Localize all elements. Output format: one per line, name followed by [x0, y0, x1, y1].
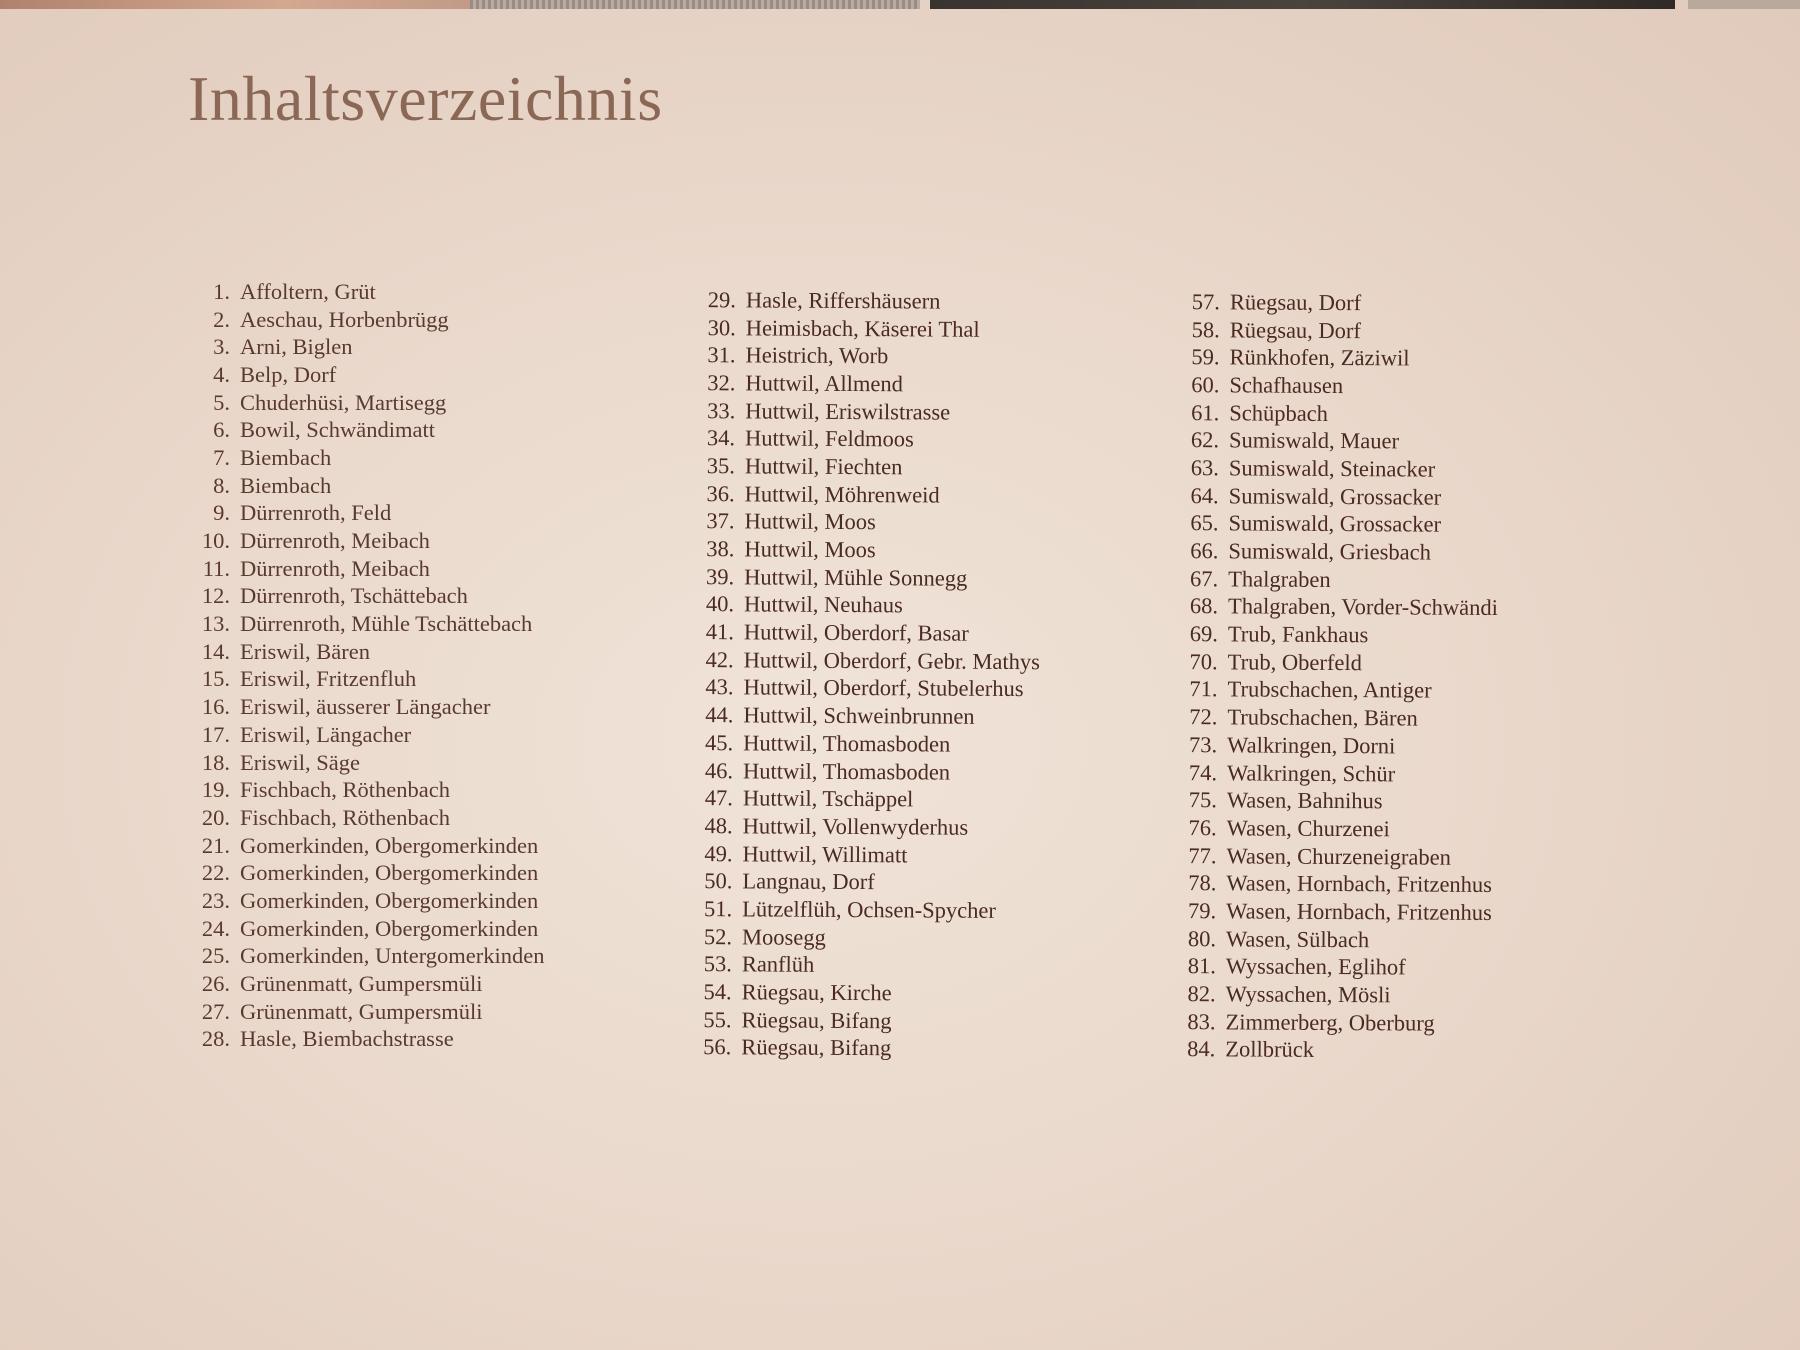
toc-entry-number: 81. — [1187, 953, 1216, 979]
toc-entry — [687, 341, 1041, 371]
toc-entry-title: Bowil, Schwändimatt — [240, 417, 435, 443]
toc-entry-title: Sumiswald, Grossacker — [1228, 483, 1442, 510]
toc-entry — [1172, 316, 1500, 346]
toc-entry-number: 20. — [201, 804, 230, 830]
toc-entry-number: 72. — [1189, 704, 1218, 730]
toc-entry — [1172, 288, 1500, 318]
toc-entry-number: 70. — [1189, 648, 1218, 675]
toc-entry-title: Eriswil, äusserer Längacher — [240, 694, 491, 720]
toc-entry-title: Walkringen, Dorni — [1227, 732, 1396, 759]
toc-entry-number: 83. — [1187, 1008, 1216, 1034]
toc-entry-title: Rüegsau, Dorf — [1229, 316, 1362, 343]
toc-entry-title: Dürrenroth, Meibach — [240, 528, 430, 554]
toc-entry — [186, 776, 545, 804]
toc-entry-title: Gomerkinden, Obergomerkinden — [240, 832, 539, 858]
toc-entry-title: Huttwil, Willimatt — [742, 840, 908, 867]
toc-entry-title: Eriswil, Bären — [240, 638, 370, 664]
toc-entry-number: 22. — [201, 860, 230, 886]
toc-entry — [1171, 426, 1499, 456]
toc-entry-number: 56. — [703, 1034, 732, 1060]
toc-entry-title: Wasen, Hornbach, Fritzenhus — [1226, 898, 1492, 925]
toc-entry-number: 38. — [706, 536, 735, 562]
toc-entry-number: 14. — [201, 638, 230, 664]
toc-entry-number: 60. — [1191, 372, 1220, 398]
toc-entry-title: Wasen, Hornbach, Fritzenhus — [1226, 870, 1493, 898]
toc-entry-number: 48. — [704, 813, 733, 839]
toc-entry-title: Dürrenroth, Meibach — [240, 555, 430, 581]
photo-strip-left — [0, 0, 470, 9]
toc-entry-title: Wasen, Churzeneigraben — [1226, 842, 1451, 870]
toc-entry-title: Sumiswald, Griesbach — [1228, 538, 1431, 565]
toc-entry-number: 67. — [1190, 565, 1219, 592]
toc-entry-title: Fischbach, Röthenbach — [240, 777, 450, 803]
toc-entry-title: Huttwil, Feldmoos — [744, 425, 914, 452]
toc-entry — [688, 286, 1042, 316]
toc-entry-title: Huttwil, Allmend — [745, 370, 903, 397]
toc-entry-number: 11. — [202, 555, 230, 581]
toc-entry — [1169, 814, 1497, 844]
toc-entry-number: 84. — [1187, 1036, 1216, 1062]
toc-entry-number: 23. — [201, 887, 230, 913]
toc-entry-title: Gomerkinden, Untergomerkinden — [240, 943, 545, 969]
toc-entry-title: Aeschau, Horbenbrügg — [240, 306, 449, 332]
page-title: Inhaltsverzeichnis — [188, 63, 663, 134]
toc-entry — [1170, 593, 1498, 623]
toc-entry — [684, 923, 1038, 953]
toc-entry-number: 78. — [1188, 870, 1217, 896]
toc-entry-title: Ranflüh — [741, 951, 815, 978]
toc-entry-number: 65. — [1190, 510, 1219, 536]
toc-entry — [686, 591, 1040, 621]
toc-entry-number: 31. — [707, 342, 736, 368]
toc-entry-number: 1. — [213, 278, 230, 304]
toc-entry-title: Schafhausen — [1229, 372, 1344, 398]
toc-entry-number: 24. — [201, 915, 230, 941]
toc-entry — [1171, 371, 1499, 401]
photo-strip-right — [930, 0, 1675, 9]
toc-entry-number: 28. — [201, 1026, 230, 1052]
toc-entry-number: 15. — [201, 666, 230, 692]
toc-entry-title: Rüegsau, Bifang — [741, 1034, 892, 1061]
toc-entry — [684, 978, 1038, 1008]
toc-entry-number: 27. — [201, 998, 230, 1024]
toc-entry — [186, 915, 545, 943]
toc-entry-title: Lützelflüh, Ochsen-Spycher — [742, 896, 996, 923]
toc-entry-number: 45. — [705, 729, 734, 756]
toc-entry-number: 29. — [707, 286, 736, 313]
toc-entry-title: Rünkhofen, Zäziwil — [1229, 344, 1410, 371]
toc-entry-title: Huttwil, Oberdorf, Basar — [743, 619, 969, 646]
toc-entry — [186, 832, 545, 860]
toc-entry-title: Fischbach, Röthenbach — [240, 804, 450, 830]
toc-entry-number: 51. — [703, 896, 733, 922]
toc-entry-title: Grünenmatt, Gumpersmüli — [240, 971, 483, 997]
toc-entry-number: 10. — [201, 528, 230, 554]
toc-entry-number: 9. — [213, 500, 230, 526]
toc-entry-title: Belp, Dorf — [240, 361, 337, 387]
toc-entry — [1169, 676, 1497, 706]
toc-entry — [186, 306, 545, 334]
toc-entry — [186, 804, 545, 832]
toc-entry-title: Huttwil, Thomasboden — [743, 730, 951, 757]
toc-entry-title: Thalgraben, Vorder-Schwändi — [1227, 593, 1499, 621]
toc-entry-number: 54. — [703, 979, 732, 1005]
toc-entry — [1168, 952, 1496, 982]
toc-entry-number: 25. — [201, 943, 230, 969]
toc-entry-number: 75. — [1188, 787, 1217, 813]
toc-entry-number: 76. — [1188, 815, 1217, 841]
toc-entry-number: 13. — [201, 611, 230, 637]
toc-entry-title: Schüpbach — [1229, 399, 1329, 426]
toc-entry — [686, 618, 1040, 648]
toc-entry-title: Huttwil, Eriswilstrasse — [745, 397, 951, 425]
toc-entry — [687, 480, 1041, 510]
toc-entry-title: Moosegg — [741, 923, 826, 950]
toc-entry-title: Huttwil, Moos — [744, 508, 876, 535]
toc-entry-title: Huttwil, Oberdorf, Gebr. Mathys — [743, 647, 1040, 674]
toc-entry-number: 82. — [1187, 981, 1216, 1007]
toc-entry-number: 73. — [1189, 731, 1218, 758]
toc-entry — [1167, 1008, 1495, 1038]
toc-entry-title: Trub, Fankhaus — [1227, 621, 1369, 648]
toc-entry-title: Hasle, Riffershäusern — [745, 287, 941, 314]
toc-entry-number: 19. — [201, 777, 230, 803]
toc-entry — [1171, 482, 1499, 512]
toc-entry-number: 6. — [213, 417, 230, 443]
toc-entry — [186, 333, 545, 361]
toc-entry-title: Huttwil, Mühle Sonnegg — [744, 564, 968, 591]
toc-entry — [186, 416, 545, 444]
toc-entry-title: Huttwil, Neuhaus — [743, 591, 903, 618]
toc-entry-number: 58. — [1191, 316, 1220, 342]
toc-entry-title: Gomerkinden, Obergomerkinden — [240, 860, 539, 886]
toc-entry-number: 61. — [1191, 399, 1220, 425]
toc-entry-number: 3. — [213, 334, 230, 360]
toc-entry — [1170, 509, 1498, 539]
toc-entry-number: 57. — [1191, 288, 1220, 315]
toc-entry — [186, 500, 545, 528]
toc-entry — [686, 535, 1040, 565]
toc-entry-number: 18. — [201, 749, 230, 775]
toc-entry — [685, 812, 1039, 842]
toc-entry-title: Eriswil, Fritzenfluh — [240, 666, 417, 692]
toc-entry-title: Rüegsau, Dorf — [1229, 289, 1362, 315]
toc-entry — [1169, 759, 1497, 789]
toc-entry — [186, 389, 545, 417]
toc-entry-number: 4. — [213, 361, 230, 387]
toc-entry-number: 53. — [703, 951, 732, 977]
toc-entry-title: Eriswil, Längacher — [240, 721, 412, 747]
toc-entry-number: 47. — [704, 785, 733, 811]
toc-entry-number: 16. — [201, 694, 230, 720]
toc-entry-number: 77. — [1188, 842, 1217, 868]
toc-entry-number: 50. — [704, 868, 733, 894]
toc-entry-title: Wasen, Churzenei — [1226, 815, 1390, 842]
toc-entry-number: 12. — [201, 583, 230, 609]
toc-entry — [685, 784, 1039, 814]
toc-entry — [1169, 731, 1497, 761]
toc-entry-number: 59. — [1191, 344, 1220, 370]
toc-entry-number: 62. — [1190, 427, 1220, 453]
toc-entry-number: 79. — [1187, 898, 1217, 924]
toc-entry — [186, 721, 545, 749]
toc-entry — [1170, 620, 1498, 650]
toc-entry-number: 8. — [213, 472, 230, 498]
toc-entry-number: 41. — [705, 619, 734, 645]
toc-entry — [687, 424, 1041, 454]
toc-entry-number: 5. — [213, 389, 230, 415]
toc-entry — [186, 278, 545, 306]
toc-entry-number: 43. — [705, 674, 734, 700]
toc-entry — [684, 895, 1038, 925]
toc-entry — [688, 314, 1042, 344]
toc-entry-number: 35. — [706, 453, 735, 479]
toc-entry-title: Zollbrück — [1225, 1036, 1315, 1063]
toc-entry — [186, 1026, 545, 1054]
toc-entry-number: 63. — [1190, 455, 1219, 481]
toc-entry-number: 40. — [705, 591, 735, 617]
toc-entry-number: 7. — [213, 444, 230, 470]
toc-entry-number: 21. — [201, 832, 230, 858]
toc-entry-number: 32. — [707, 370, 736, 396]
toc-entry — [686, 646, 1040, 676]
toc-entry-title: Sumiswald, Mauer — [1228, 427, 1400, 454]
toc-entry — [186, 749, 545, 777]
toc-entry-title: Huttwil, Oberdorf, Stubelerhus — [743, 674, 1024, 702]
toc-entry — [686, 507, 1040, 537]
toc-entry-title: Gomerkinden, Obergomerkinden — [240, 887, 539, 913]
toc-entry-title: Dürrenroth, Feld — [240, 500, 392, 526]
toc-entry-number: 39. — [706, 563, 735, 590]
toc-entry-title: Trubschachen, Bären — [1227, 704, 1418, 731]
toc-entry-number: 46. — [704, 757, 734, 783]
toc-entry — [186, 998, 545, 1026]
toc-entry — [1168, 842, 1496, 872]
toc-entry — [186, 555, 545, 583]
toc-entry-number: 37. — [706, 508, 735, 534]
toc-entry-title: Wasen, Bahnihus — [1226, 787, 1383, 814]
toc-entry-title: Eriswil, Säge — [240, 749, 360, 775]
toc-entry — [186, 859, 545, 887]
toc-entry — [186, 638, 545, 666]
toc-entry-number: 74. — [1188, 759, 1218, 785]
toc-entry-number: 80. — [1187, 925, 1217, 951]
toc-entry-number: 33. — [707, 397, 736, 423]
photo-strip-far-right — [1688, 0, 1800, 9]
toc-entry — [683, 1006, 1037, 1036]
toc-entry-title: Affoltern, Grüt — [240, 278, 376, 304]
toc-entry — [685, 674, 1039, 704]
toc-entry-number: 49. — [704, 840, 733, 866]
toc-entry-title: Huttwil, Tschäppel — [742, 785, 914, 812]
toc-entry-title: Trub, Oberfeld — [1227, 649, 1362, 675]
toc-entry — [186, 583, 545, 611]
toc-entry-title: Huttwil, Fiechten — [744, 453, 903, 480]
toc-entry — [685, 729, 1039, 759]
toc-entry — [687, 369, 1041, 399]
toc-entry-title: Zimmerberg, Oberburg — [1225, 1009, 1435, 1036]
toc-entry-title: Heistrich, Worb — [745, 342, 889, 369]
toc-entry — [1170, 565, 1498, 595]
toc-entry-number: 42. — [705, 646, 734, 673]
toc-entry-number: 68. — [1189, 593, 1219, 619]
toc-entry-title: Langnau, Dorf — [742, 868, 875, 895]
toc-entry-title: Rüegsau, Bifang — [741, 1007, 892, 1033]
toc-entry — [687, 452, 1041, 482]
toc-entry-title: Hasle, Biembachstrasse — [240, 1026, 454, 1052]
toc-entry — [1171, 399, 1499, 429]
toc-entry-title: Wyssachen, Mösli — [1225, 981, 1391, 1008]
toc-entry — [685, 701, 1039, 731]
toc-entry-title: Trubschachen, Antiger — [1227, 676, 1432, 704]
toc-entry-title: Huttwil, Vollenwyderhus — [742, 813, 969, 840]
toc-entry — [1171, 343, 1499, 373]
toc-entry-title: Walkringen, Schür — [1226, 759, 1396, 786]
toc-entry — [1168, 980, 1496, 1010]
toc-column-2 — [683, 286, 1042, 1063]
toc-entry — [685, 757, 1039, 787]
toc-entry-title: Arni, Biglen — [240, 334, 353, 360]
toc-entry — [1170, 648, 1498, 678]
toc-entry-title: Sumiswald, Steinacker — [1228, 455, 1436, 482]
toc-entry — [1171, 454, 1499, 484]
toc-entry — [684, 867, 1038, 897]
toc-entry-title: Biembach — [240, 444, 332, 470]
toc-entry — [1169, 786, 1497, 816]
photo-strip-middle — [470, 0, 920, 9]
toc-entry-title: Grünenmatt, Gumpersmüli — [240, 998, 483, 1024]
toc-entry — [1168, 925, 1496, 955]
toc-entry-title: Biembach — [240, 472, 332, 498]
toc-entry-title: Huttwil, Thomasboden — [742, 757, 951, 785]
toc-entry — [186, 472, 545, 500]
toc-entry — [683, 1034, 1037, 1064]
toc-entry-number: 71. — [1189, 676, 1218, 702]
toc-entry-title: Huttwil, Moos — [744, 536, 876, 563]
toc-entry — [1168, 897, 1496, 927]
toc-entry-title: Rüegsau, Kirche — [741, 979, 892, 1006]
toc-entry-number: 26. — [201, 971, 230, 997]
toc-entry — [186, 887, 545, 915]
toc-entry — [1170, 537, 1498, 567]
toc-entry — [186, 666, 545, 694]
toc-entry — [186, 610, 545, 638]
toc-entry-title: Heimisbach, Käserei Thal — [745, 314, 980, 342]
toc-entry-title: Dürrenroth, Tschättebach — [240, 583, 468, 609]
toc-entry-number: 55. — [703, 1006, 732, 1032]
toc-entry-number: 52. — [703, 923, 733, 949]
toc-entry — [186, 970, 545, 998]
toc-entry-number: 30. — [707, 314, 736, 340]
toc-entry-title: Dürrenroth, Mühle Tschättebach — [240, 611, 533, 637]
toc-entry — [684, 950, 1038, 980]
toc-column-1 — [186, 278, 545, 1053]
toc-entry-title: Wasen, Sülbach — [1225, 925, 1370, 952]
toc-entry-title: Thalgraben — [1228, 566, 1331, 592]
toc-entry-number: 2. — [213, 306, 230, 332]
toc-entry-number: 64. — [1190, 482, 1219, 508]
toc-entry — [686, 563, 1040, 593]
toc-entry — [687, 397, 1041, 427]
toc-entry-number: 36. — [706, 480, 735, 506]
toc-entry-title: Gomerkinden, Obergomerkinden — [240, 915, 539, 941]
toc-entry — [1167, 1036, 1495, 1066]
toc-entry-number: 69. — [1189, 621, 1218, 647]
toc-entry-number: 34. — [706, 425, 736, 451]
toc-entry — [684, 840, 1038, 870]
toc-entry — [186, 693, 545, 721]
toc-entry-title: Chuderhüsi, Martisegg — [240, 389, 447, 415]
toc-entry-number: 44. — [705, 702, 734, 728]
toc-entry — [186, 943, 545, 971]
toc-entry-number: 66. — [1190, 538, 1219, 564]
toc-entry — [186, 444, 545, 472]
toc-entry-title: Huttwil, Möhrenweid — [744, 481, 940, 508]
toc-entry-number: 17. — [201, 721, 230, 747]
toc-entry-title: Wyssachen, Eglihof — [1225, 953, 1406, 980]
toc-entry — [1169, 703, 1497, 733]
toc-entry — [186, 361, 545, 389]
toc-column-3 — [1167, 288, 1500, 1065]
toc-entry-title: Huttwil, Schweinbrunnen — [743, 702, 975, 729]
toc-entry-title: Sumiswald, Grossacker — [1228, 510, 1442, 537]
toc-entry — [1168, 869, 1496, 899]
toc-entry — [186, 527, 545, 555]
